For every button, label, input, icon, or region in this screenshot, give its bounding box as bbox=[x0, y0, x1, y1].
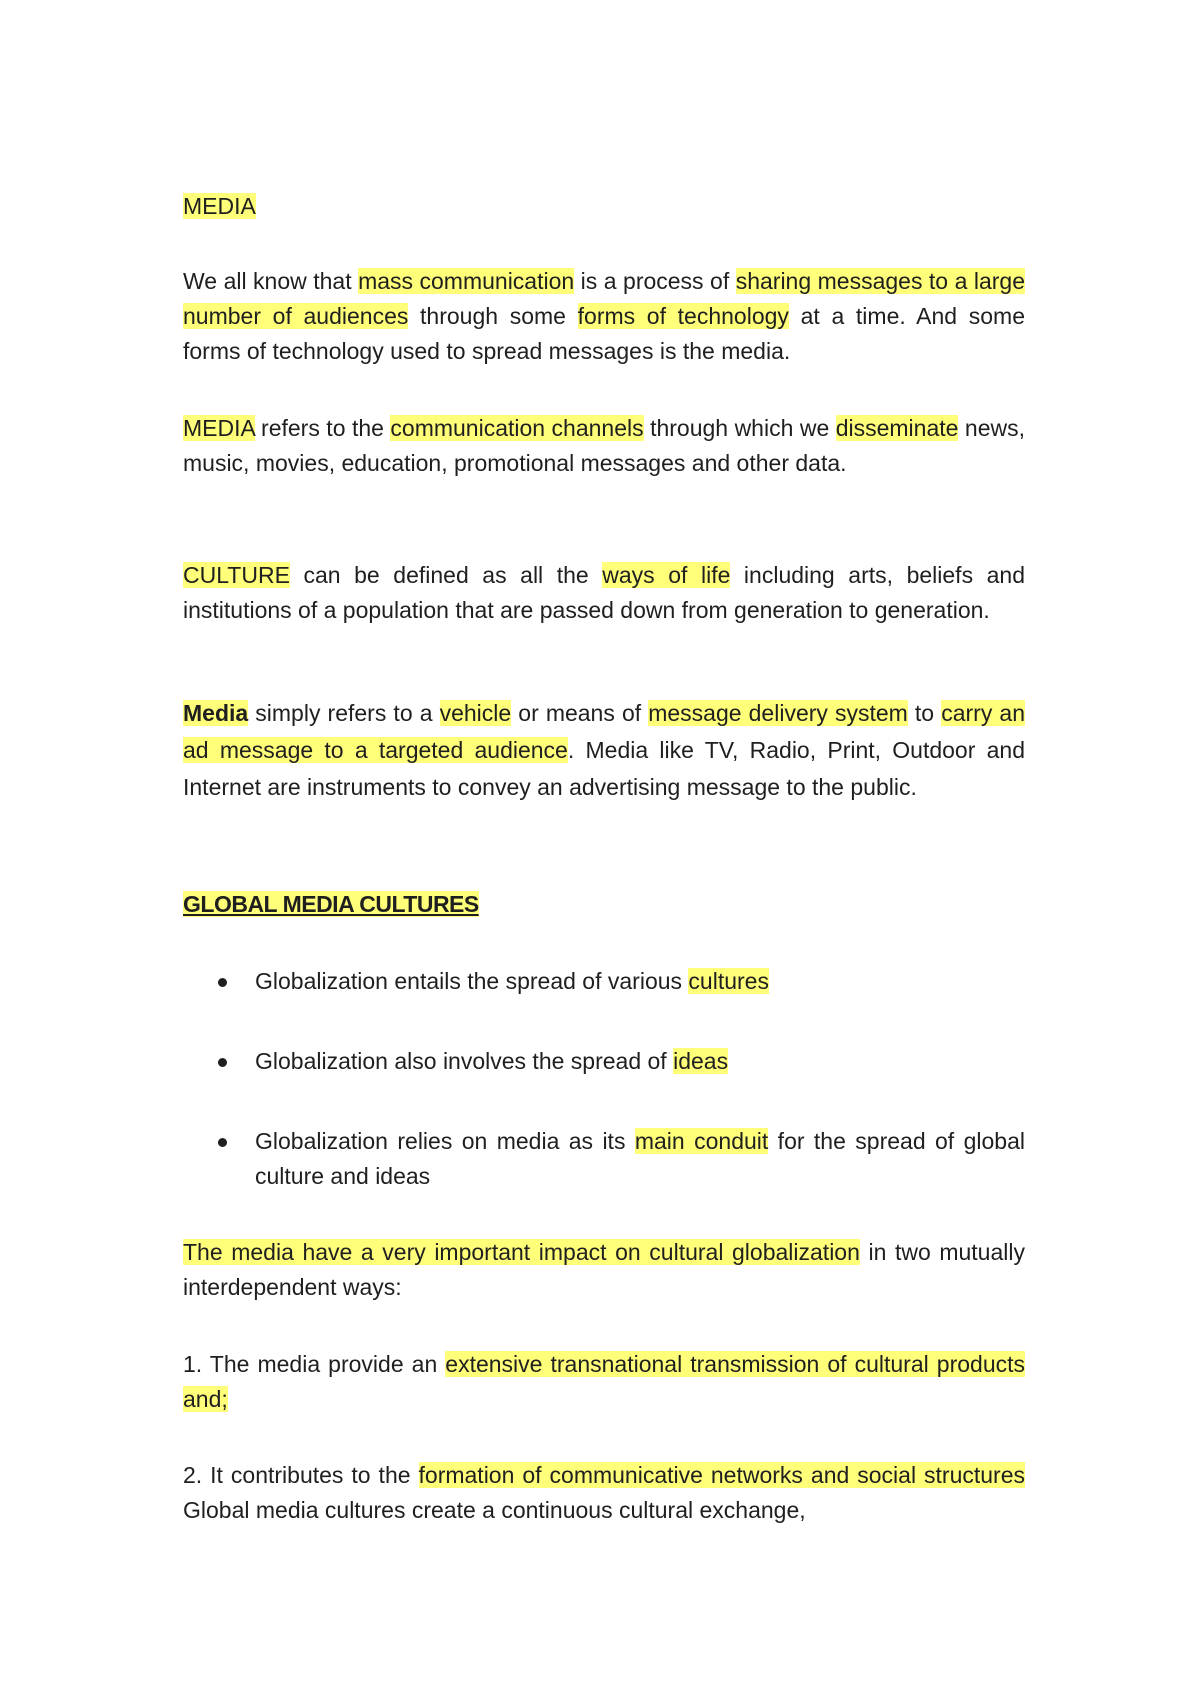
highlight: communication channels bbox=[390, 415, 644, 441]
text-run: for the spread of global culture and ideas bbox=[255, 1128, 1025, 1189]
text-run: Global media cultures create a continuous cultural exchange, bbox=[183, 1497, 806, 1523]
highlight: ideas bbox=[673, 1048, 729, 1074]
bullet-icon bbox=[218, 978, 227, 987]
paragraph-mass-communication bbox=[183, 264, 1025, 369]
text-run: Globalization also involves the spread of bbox=[255, 1048, 674, 1074]
text-run: . Media like TV, Radio, Print, Outdoor and Internet are instruments to convey an advertising message to the public. bbox=[183, 737, 1025, 800]
text-run: news, music, movies, education, promotional messages and other data. bbox=[183, 415, 1025, 476]
text-run: can be defined as all the bbox=[289, 562, 603, 588]
paragraph-point-2 bbox=[183, 1458, 1025, 1528]
highlight: Media bbox=[183, 700, 249, 726]
highlight: MEDIA bbox=[183, 415, 255, 441]
text-run: refers to the bbox=[254, 415, 391, 441]
bullet-icon bbox=[218, 1138, 227, 1147]
text-run: 2. It contributes to the bbox=[183, 1462, 419, 1488]
highlight: forms of technology bbox=[577, 303, 789, 329]
paragraph-culture-definition bbox=[183, 558, 1025, 628]
highlight: carry an ad message to a targeted audience bbox=[183, 700, 1025, 763]
highlight: cultures bbox=[688, 968, 769, 994]
highlight: ways of life bbox=[602, 562, 731, 588]
text-run: Globalization relies on media as its bbox=[255, 1128, 635, 1154]
text-run: through some bbox=[408, 303, 578, 329]
text-run: to bbox=[907, 700, 942, 726]
text-run: We all know that bbox=[183, 268, 359, 294]
highlight: sharing messages to a large number of audiences bbox=[183, 268, 1025, 329]
text-run: simply refers to a bbox=[248, 700, 440, 726]
highlight: message delivery system bbox=[648, 700, 908, 726]
text-run: is a process of bbox=[574, 268, 736, 294]
text-run: 1. The media provide an bbox=[183, 1351, 446, 1377]
bullet-list bbox=[183, 964, 1025, 1194]
text-run: in two mutually interdependent ways: bbox=[183, 1239, 1025, 1300]
bullet-icon bbox=[218, 1058, 227, 1067]
text-run: or means of bbox=[511, 700, 649, 726]
highlight: formation of communicative networks and social structures bbox=[418, 1462, 1026, 1488]
section-heading bbox=[183, 887, 1025, 922]
heading-highlight: GLOBAL MEDIA CULTURES bbox=[183, 891, 479, 917]
highlight: The media have a very important impact on cultural globalization bbox=[183, 1239, 860, 1265]
text-run: Globalization entails the spread of various bbox=[255, 968, 689, 994]
highlight: disseminate bbox=[835, 415, 959, 441]
highlight: CULTURE bbox=[183, 562, 290, 588]
list-item bbox=[183, 964, 1025, 999]
paragraph-cultural-globalization bbox=[183, 1235, 1025, 1305]
text-run: through which we bbox=[643, 415, 836, 441]
highlight: vehicle bbox=[439, 700, 512, 726]
highlight: extensive transnational transmission of cultural products and; bbox=[183, 1351, 1025, 1412]
title-highlight: MEDIA bbox=[183, 193, 256, 219]
paragraph-media-definition bbox=[183, 411, 1025, 481]
highlight: mass communication bbox=[358, 268, 575, 294]
paragraph-point-1 bbox=[183, 1347, 1025, 1417]
list-item bbox=[183, 1044, 1025, 1079]
list-item bbox=[183, 1124, 1025, 1194]
paragraph-media-vehicle bbox=[183, 695, 1025, 806]
page-title bbox=[183, 189, 1025, 224]
highlight: main conduit bbox=[634, 1128, 769, 1154]
text-run: at a time. And some forms of technology used to spread messages is the media. bbox=[183, 303, 1025, 364]
text-run: including arts, beliefs and institutions of a population that are passed down from generation to generation. bbox=[183, 562, 1025, 623]
